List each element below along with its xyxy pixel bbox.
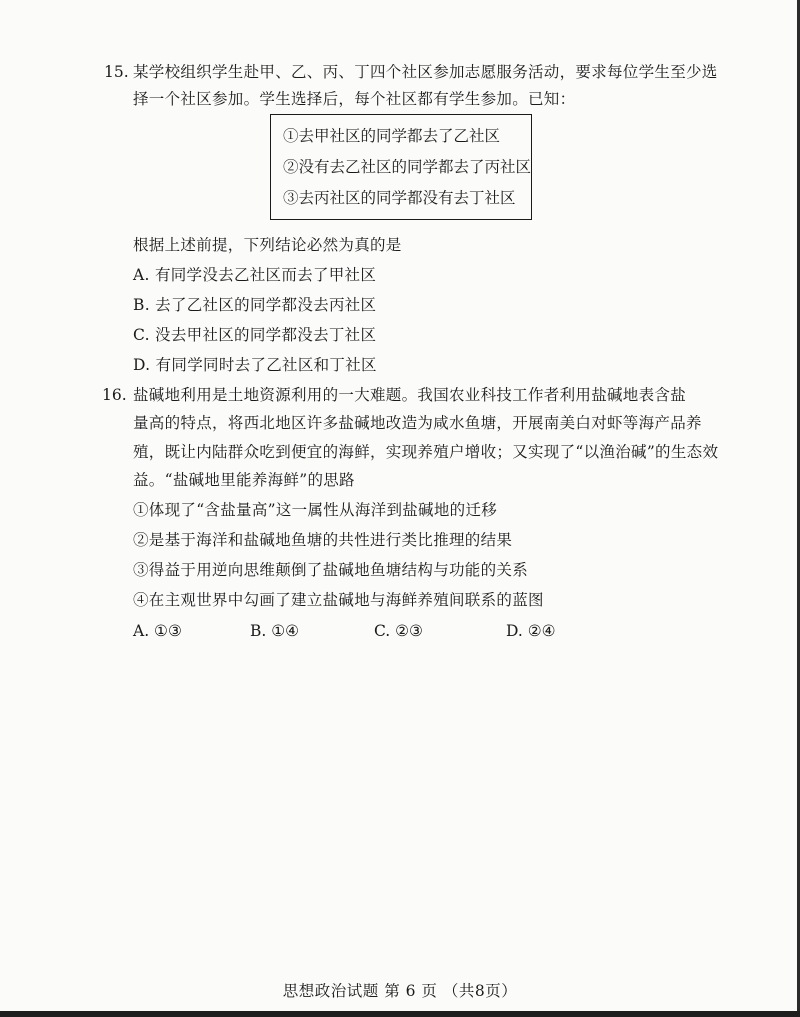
q16-stem-line-2: 量高的特点，将西北地区许多盐碱地改造为咸水鱼塘，开展南美白对虾等海产品养 — [133, 414, 702, 432]
q15-question: 根据上述前提，下列结论必然为真的是 — [133, 236, 402, 254]
q15-option-d: D. 有同学同时去了乙社区和丁社区 — [133, 356, 377, 374]
q16-stem-line-3: 殖，既让内陆群众吃到便宜的海鲜，实现养殖户增收；又实现了“以渔治碱”的生态效 — [133, 443, 719, 461]
q15-premise-3: ③去丙社区的同学都没有去丁社区 — [283, 189, 516, 207]
q16-stem-line-4: 益。“盐碱地里能养海鲜”的思路 — [133, 471, 355, 489]
q15-premises-box — [270, 114, 532, 220]
q16-statement-3: ③得益于用逆向思维颠倒了盐碱地鱼塘结构与功能的关系 — [133, 561, 529, 579]
q16-option-c: C. ②③ — [374, 622, 423, 640]
q16-option-a: A. ①③ — [133, 622, 182, 640]
q15-option-a: A. 有同学没去乙社区而去了甲社区 — [133, 266, 377, 284]
q15-number: 15. — [104, 63, 129, 81]
q16-statement-2: ②是基于海洋和盐碱地鱼塘的共性进行类比推理的结果 — [133, 531, 513, 549]
q16-number: 16. — [102, 386, 127, 404]
q15-option-b: B. 去了乙社区的同学都没去丙社区 — [133, 296, 377, 314]
q15-option-c: C. 没去甲社区的同学都没去丁社区 — [133, 326, 377, 344]
page-footer: 思想政治试题 第 6 页 （共8页） — [282, 982, 518, 1000]
q15-stem-line-2: 择一个社区参加。学生选择后，每个社区都有学生参加。已知： — [133, 90, 576, 108]
q16-option-d: D. ②④ — [506, 622, 556, 640]
q16-stem-line-1: 盐碱地利用是土地资源利用的一大难题。我国农业科技工作者利用盐碱地表含盐 — [133, 386, 687, 404]
scan-edge-bottom — [0, 1011, 800, 1017]
q16-option-b: B. ①④ — [250, 622, 300, 640]
q15-premise-1: ①去甲社区的同学都去了乙社区 — [283, 127, 501, 145]
q15-premise-2: ②没有去乙社区的同学都去了丙社区 — [283, 158, 532, 176]
q16-statement-4: ④在主观世界中勾画了建立盐碱地与海鲜养殖间联系的蓝图 — [133, 591, 544, 609]
q16-statement-1: ①体现了“含盐量高”这一属性从海洋到盐碱地的迁移 — [133, 501, 498, 519]
q15-stem-line-1: 某学校组织学生赴甲、乙、丙、丁四个社区参加志愿服务活动，要求每位学生至少选 — [133, 63, 718, 81]
